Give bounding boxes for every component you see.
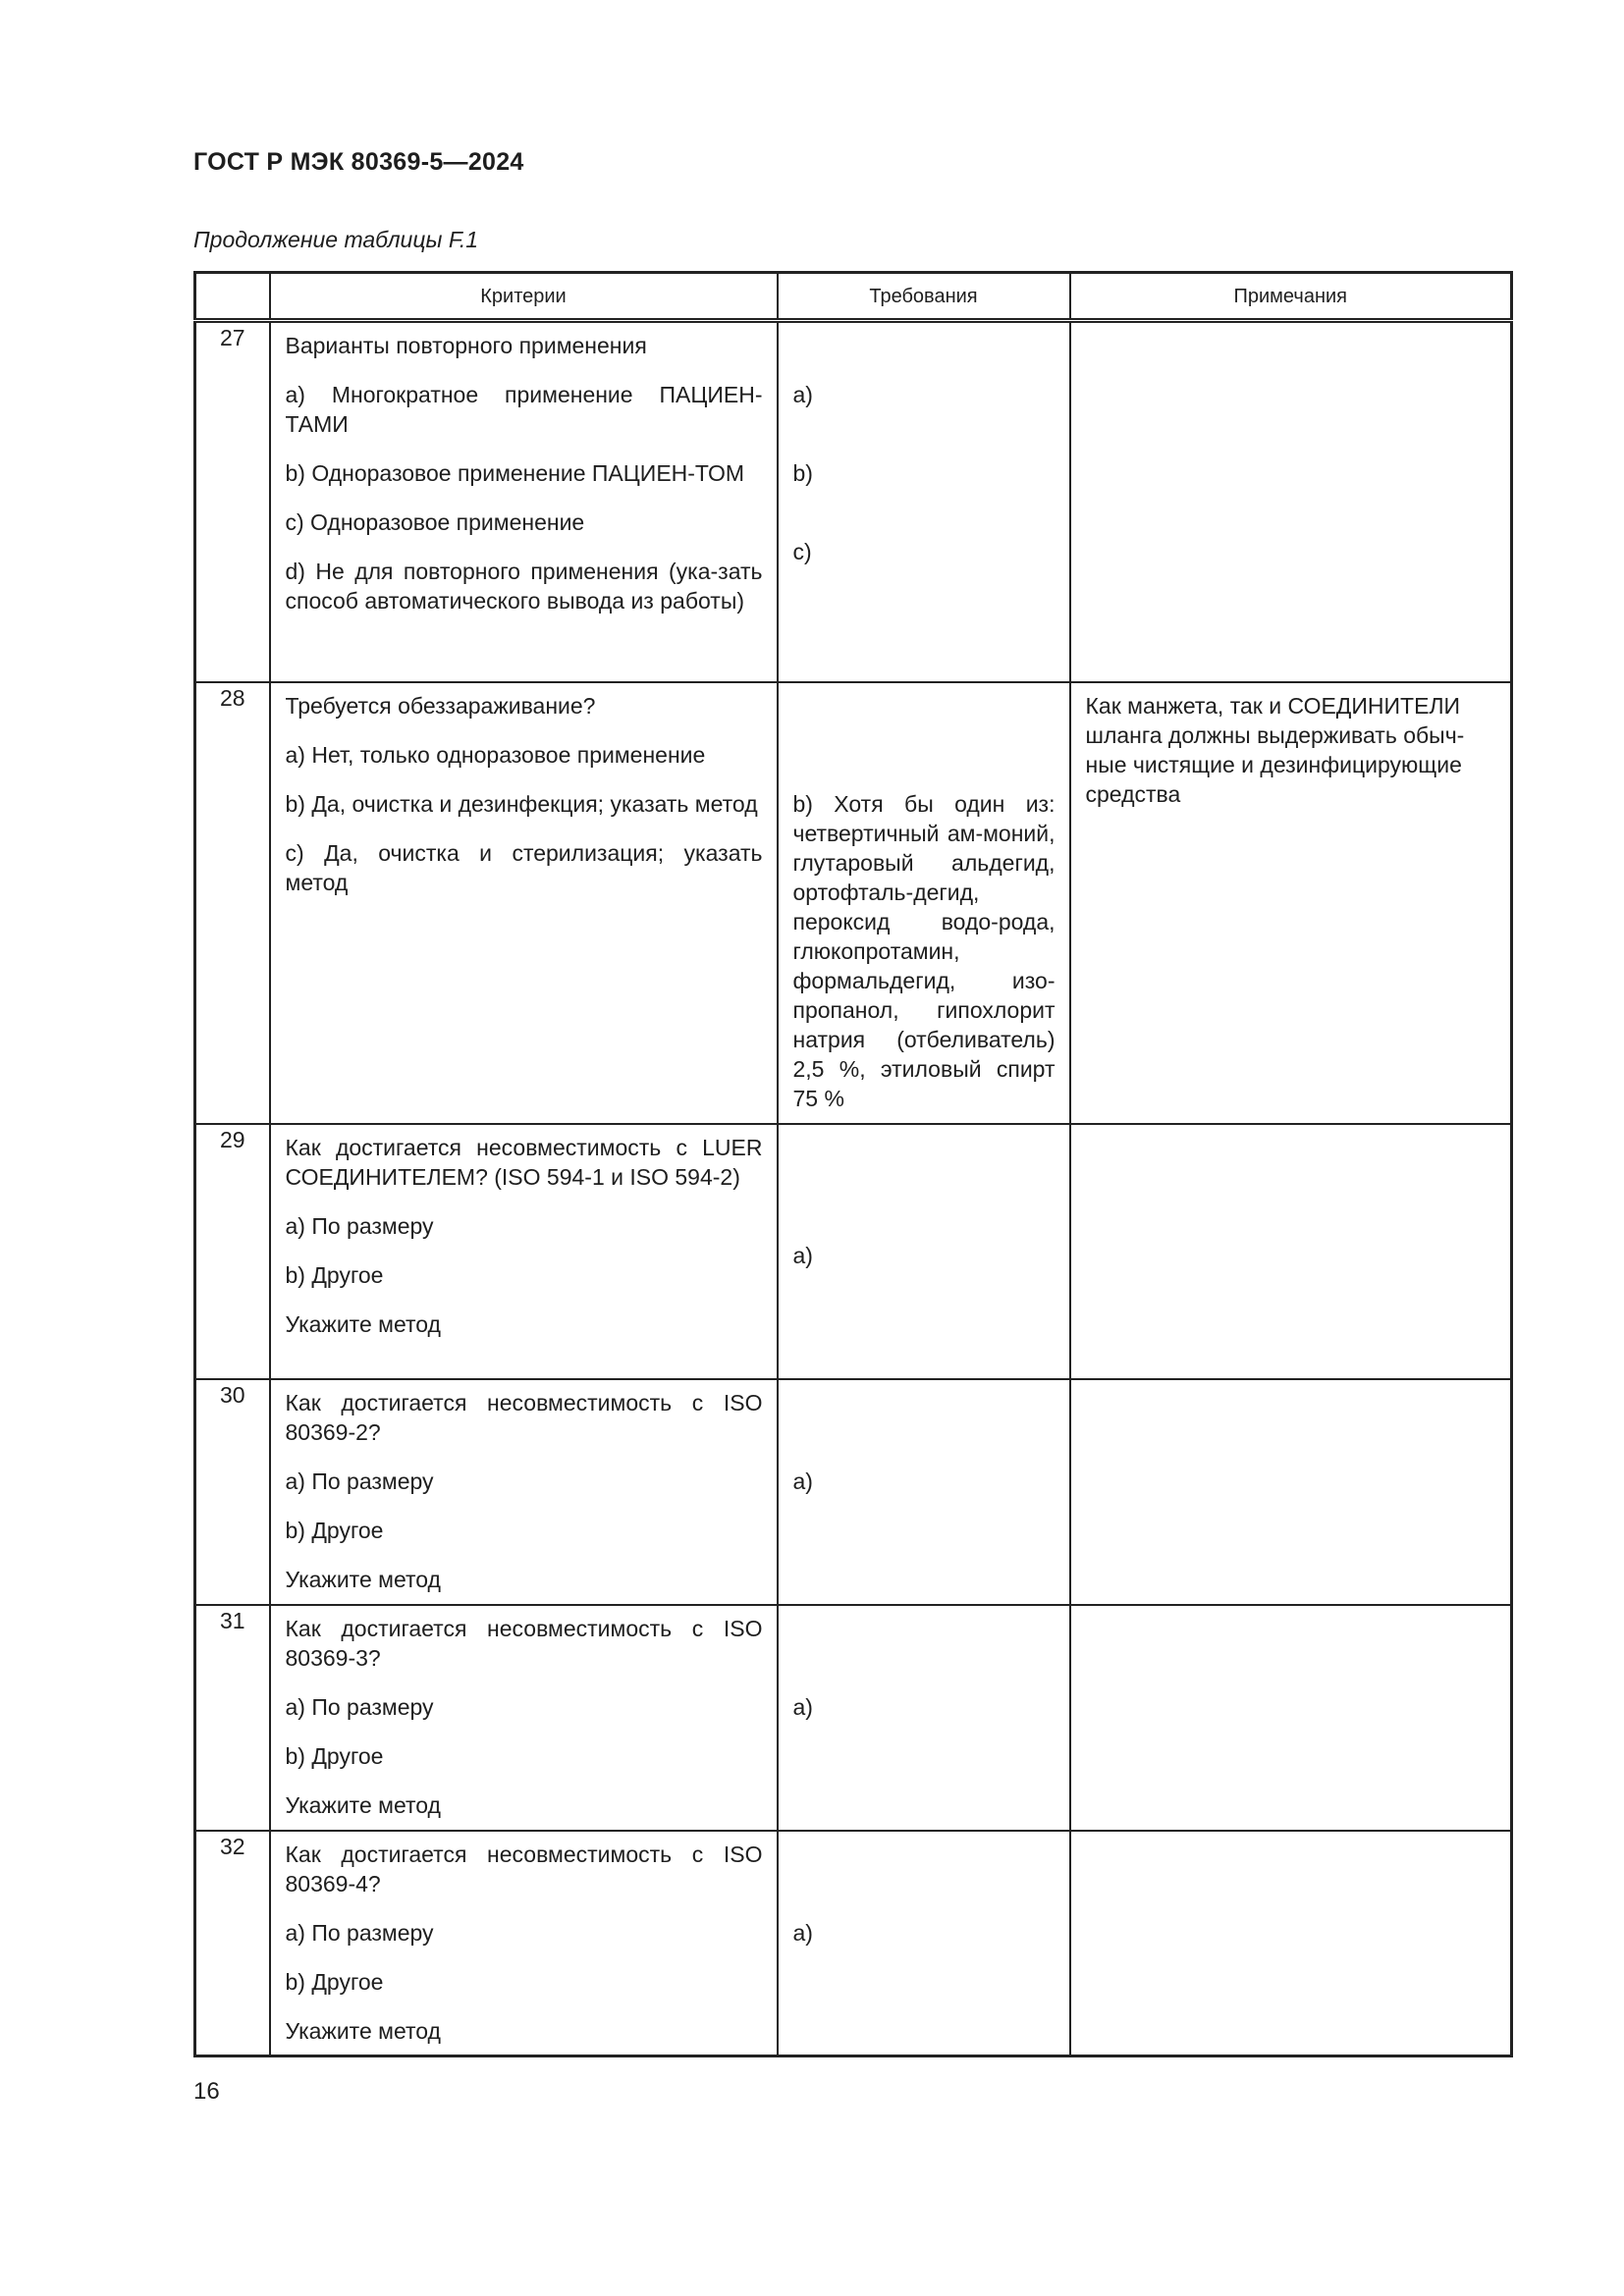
criteria-option: a) По размеру xyxy=(285,1693,434,1720)
criteria-option: d) Не для повторного применения (ука-зать способ автоматического вывода из работы) xyxy=(285,559,763,614)
criteria-cell xyxy=(270,1379,778,1605)
row-number: 27 xyxy=(195,321,270,682)
requirement-line: a) xyxy=(792,1468,813,1494)
criteria-table xyxy=(193,271,1513,2057)
criteria-cell xyxy=(270,321,778,682)
column-header-criteria: Критерии xyxy=(270,273,778,321)
table-row-29 xyxy=(195,1124,1512,1379)
table-header-row xyxy=(195,273,1512,321)
row-number: 28 xyxy=(195,682,270,1124)
criteria-cell xyxy=(270,1831,778,2056)
requirement-line xyxy=(793,331,1056,360)
criteria-option: a) Нет, только одноразовое применение xyxy=(285,741,706,768)
criteria-heading: Как достигается несовместимость с ISO 80369-3? xyxy=(285,1615,763,1671)
note-text: Как манжета, так и СОЕДИНИТЕЛИ шланга должны выдерживать обыч-ные чистящие и дезинфицирующие средства xyxy=(1085,692,1465,807)
criteria-option: Укажите метод xyxy=(285,1310,441,1337)
requirement-line: a) xyxy=(792,1242,813,1268)
criteria-option: b) Другое xyxy=(285,1742,384,1769)
criteria-option: Укажите метод xyxy=(285,1566,441,1592)
requirements-cell xyxy=(778,1831,1070,2056)
criteria-option: c) Да, очистка и стерилизация; указать метод xyxy=(285,839,763,895)
criteria-heading: Как достигается несовместимость с ISO 80369-4? xyxy=(285,1841,763,1896)
row-number: 29 xyxy=(195,1124,270,1379)
table-row-28 xyxy=(195,682,1512,1124)
criteria-cell xyxy=(270,1605,778,1831)
criteria-option: b) Другое xyxy=(285,1517,384,1543)
row-number: 31 xyxy=(195,1605,270,1831)
criteria-option: c) Одноразовое применение xyxy=(285,509,585,535)
requirements-cell xyxy=(778,1605,1070,1831)
page-number: 16 xyxy=(193,2078,220,2105)
requirements-cell xyxy=(778,1124,1070,1379)
column-header-requirements: Требования xyxy=(778,273,1070,321)
criteria-option: b) Да, очистка и дезинфекция; указать метод xyxy=(285,790,758,817)
requirement-line: b) xyxy=(792,460,813,486)
column-header-notes: Примечания xyxy=(1070,273,1512,321)
requirements-cell xyxy=(778,321,1070,682)
table-row-32 xyxy=(195,1831,1512,2056)
requirements-cell xyxy=(778,1379,1070,1605)
criteria-heading: Варианты повторного применения xyxy=(285,333,647,358)
requirement-line: a) xyxy=(792,1693,813,1720)
table-row-27 xyxy=(195,321,1512,682)
notes-cell xyxy=(1070,1379,1512,1605)
requirement-line: a) xyxy=(792,382,813,407)
requirement-text: b) Хотя бы один из: четвертичный ам-моний, глутаровый альдегид, ортофталь-дегид, пероксид водо-рода, глюкопротамин, формальдегид, изо-пропанол, гипохлорит натрия (отбеливатель) 2,5 %, этиловый спирт 75 % xyxy=(792,790,1056,1111)
criteria-option: Укажите метод xyxy=(285,1791,441,1818)
notes-cell xyxy=(1070,682,1512,1124)
requirement-line: a) xyxy=(792,1919,813,1946)
row-number: 30 xyxy=(195,1379,270,1605)
table-row-31 xyxy=(195,1605,1512,1831)
notes-cell xyxy=(1070,1124,1512,1379)
notes-cell xyxy=(1070,1831,1512,2056)
criteria-option: b) Другое xyxy=(285,1261,384,1288)
column-header-number xyxy=(195,273,270,321)
document-title: ГОСТ Р МЭК 80369-5—2024 xyxy=(193,148,524,176)
notes-cell xyxy=(1070,321,1512,682)
table-caption: Продолжение таблицы F.1 xyxy=(193,227,479,252)
criteria-option: a) По размеру xyxy=(285,1212,434,1239)
criteria-option: b) Одноразовое применение ПАЦИЕН-ТОМ xyxy=(285,460,744,486)
criteria-cell xyxy=(270,1124,778,1379)
notes-cell xyxy=(1070,1605,1512,1831)
criteria-option: a) По размеру xyxy=(285,1468,434,1494)
criteria-option: b) Другое xyxy=(285,1968,384,1995)
table-row-30 xyxy=(195,1379,1512,1605)
criteria-option: Укажите метод xyxy=(285,2017,441,2044)
criteria-heading: Требуется обеззараживание? xyxy=(285,692,596,719)
requirement-line: c) xyxy=(792,539,812,564)
row-number: 32 xyxy=(195,1831,270,2056)
requirements-cell xyxy=(778,682,1070,1124)
criteria-heading: Как достигается несовместимость с LUER СОЕДИНИТЕЛЕМ? (ISO 594-1 и ISO 594-2) xyxy=(285,1134,763,1190)
criteria-option: a) Многократное применение ПАЦИЕН-ТАМИ xyxy=(285,382,763,437)
criteria-heading: Как достигается несовместимость с ISO 80369-2? xyxy=(285,1389,763,1445)
criteria-option: a) По размеру xyxy=(285,1919,434,1946)
criteria-cell xyxy=(270,682,778,1124)
